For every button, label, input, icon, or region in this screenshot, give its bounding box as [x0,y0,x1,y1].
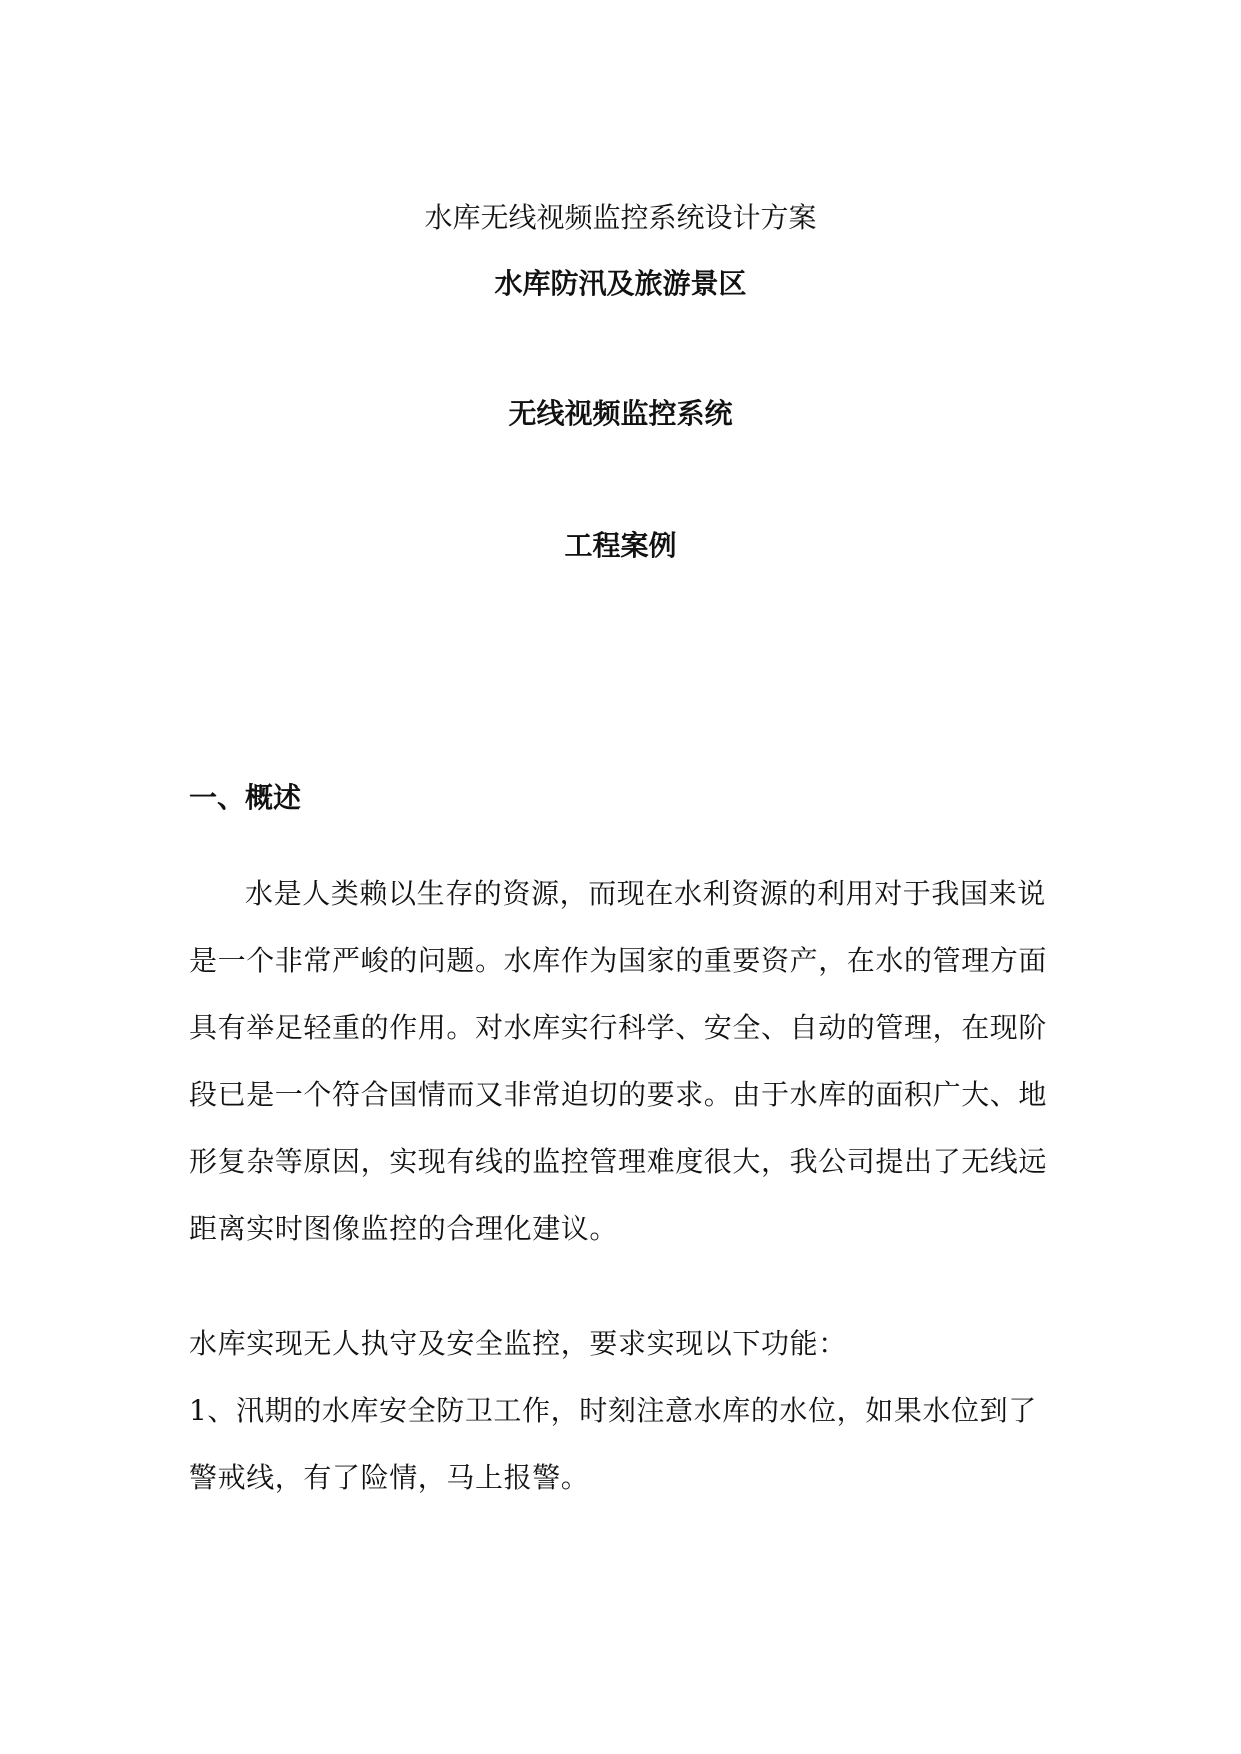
paragraph-line: 具有举足轻重的作用。对水库实行科学、安全、自动的管理，在现阶 [189,1011,1048,1044]
requirement-item-line: 1、汛期的水库安全防卫工作，时刻注意水库的水位，如果水位到了 [189,1394,1037,1427]
section-heading-overview: 一、概述 [189,781,302,814]
paragraph-line: 水是人类赖以生存的资源，而现在水利资源的利用对于我国来说 [245,877,1046,910]
requirements-intro: 水库实现无人执守及安全监控，要求实现以下功能： [189,1327,847,1360]
subtitle-wireless-video-system: 无线视频监控系统 [508,397,733,430]
subtitle-engineering-case: 工程案例 [564,529,677,562]
paragraph-line: 是一个非常严峻的问题。水库作为国家的重要资产，在水的管理方面 [189,944,1048,977]
subtitle-flood-tourism: 水库防汛及旅游景区 [494,267,747,300]
paragraph-line: 段已是一个符合国情而又非常迫切的要求。由于水库的面积广大、地 [189,1078,1048,1111]
paragraph-line: 距离实时图像监控的合理化建议。 [189,1212,619,1245]
document-title: 水库无线视频监控系统设计方案 [424,201,817,234]
paragraph-line: 形复杂等原因，实现有线的监控管理难度很大，我公司提出了无线远 [189,1145,1048,1178]
requirement-item-line: 警戒线，有了险情，马上报警。 [189,1461,590,1494]
